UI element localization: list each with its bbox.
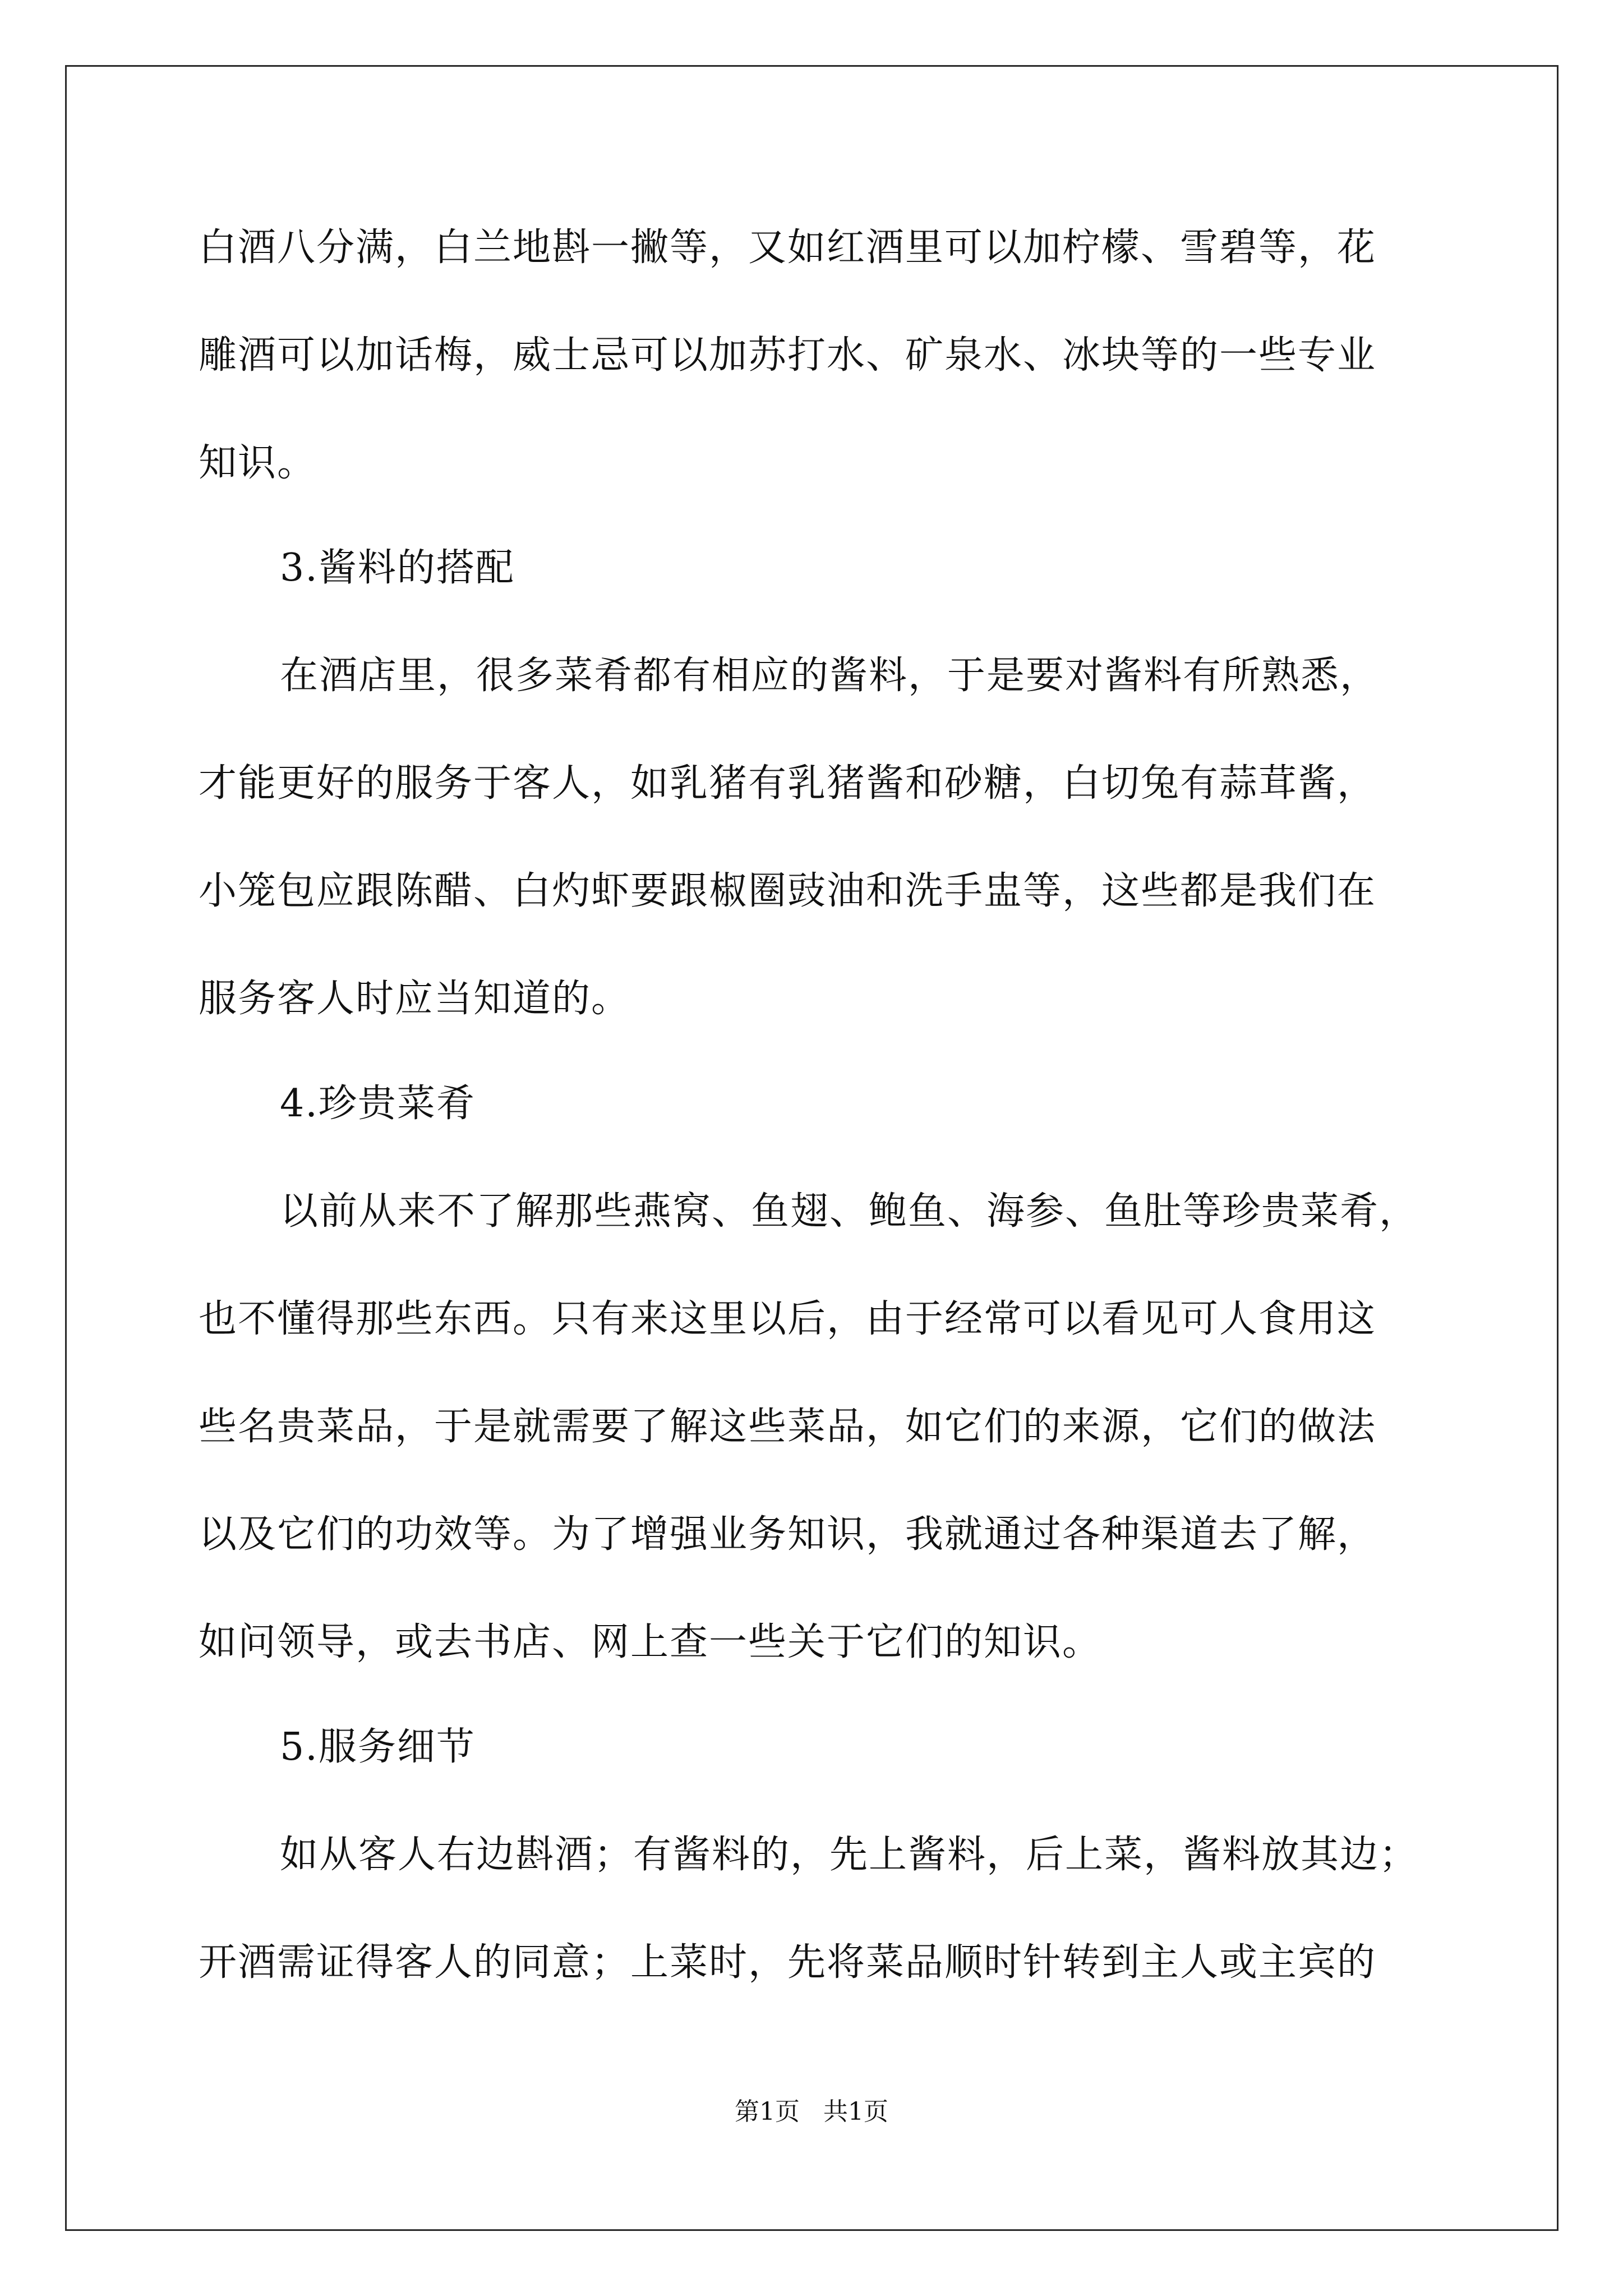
text-line: 也不懂得那些东西。只有来这里以后，由于经常可以看见可人食用这 <box>199 1297 1377 1341</box>
text-line: 如问领导，或去书店、网上查一些关于它们的知识。 <box>199 1620 1102 1664</box>
text-line: 如从客人右边斟酒；有酱料的，先上酱料，后上菜，酱料放其边； <box>280 1833 1419 1877</box>
section-heading: 3.酱料的搭配 <box>280 546 515 590</box>
section-heading: 5.服务细节 <box>280 1725 476 1769</box>
text-line: 才能更好的服务于客人，如乳猪有乳猪酱和砂糖，白切兔有蒜茸酱， <box>199 761 1377 806</box>
section-heading: 4.珍贵菜肴 <box>280 1082 476 1126</box>
text-line: 知识。 <box>199 441 317 485</box>
text-line: 以及它们的功效等。为了增强业务知识，我就通过各种渠道去了解， <box>199 1512 1377 1557</box>
text-line: 服务客人时应当知道的。 <box>199 977 631 1021</box>
text-line: 小笼包应跟陈醋、白灼虾要跟椒圈豉油和洗手盅等，这些都是我们在 <box>199 869 1377 913</box>
page-number: 第1页 共1页 <box>735 2097 888 2126</box>
text-line: 些名贵菜品，于是就需要了解这些菜品，如它们的来源，它们的做法 <box>199 1405 1377 1449</box>
text-line: 以前从来不了解那些燕窝、鱼翅、鲍鱼、海参、鱼肚等珍贵菜肴， <box>280 1189 1419 1234</box>
text-line: 白酒八分满，白兰地斟一撇等，又如红酒里可以加柠檬、雪碧等，花 <box>199 226 1377 270</box>
text-line: 开酒需证得客人的同意；上菜时，先将菜品顺时针转到主人或主宾的 <box>199 1940 1377 1985</box>
text-line: 在酒店里，很多菜肴都有相应的酱料，于是要对酱料有所熟悉， <box>280 654 1380 698</box>
text-line: 雕酒可以加话梅，威士忌可以加苏打水、矿泉水、冰块等的一些专业 <box>199 333 1377 378</box>
